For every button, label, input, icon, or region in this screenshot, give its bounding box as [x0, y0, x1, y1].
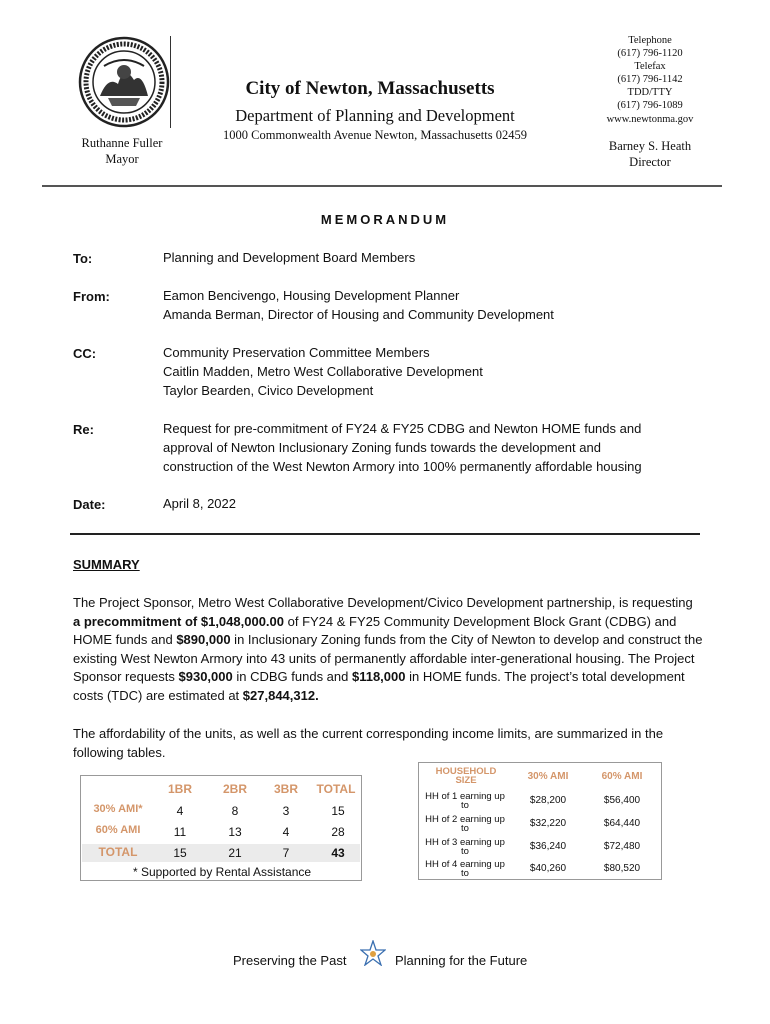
table-cell: $36,240 [529, 841, 567, 852]
table-cell: 21 [228, 846, 242, 860]
row-label: 30% AMI* [93, 803, 143, 815]
tdd-label: TDD/TTY [627, 87, 673, 99]
tdd-number: (617) 796-1089 [617, 100, 683, 112]
telefax-label: Telefax [634, 61, 666, 73]
table-cell: $28,200 [529, 795, 567, 806]
row-label: 60% AMI [95, 824, 141, 836]
tables-intro-paragraph: The affordability of the units, as well as the current corresponding income limits, are summarized in the following tables. [73, 726, 664, 760]
table-cell: 11 [173, 825, 187, 839]
table-header: 2BR [222, 782, 247, 796]
telephone-label: Telephone [628, 35, 672, 46]
date-label: Date: [73, 497, 106, 512]
seal-divider [170, 36, 171, 128]
table-cell: 15 [173, 846, 187, 860]
re-value [163, 420, 723, 476]
table-header: 1BR [167, 782, 192, 796]
from-line: Eamon Bencivengo, Housing Development Planner [163, 288, 460, 303]
telefax-number: (617) 796-1142 [617, 74, 683, 86]
director-name: Barney S. Heath [608, 139, 692, 153]
from-label: From: [73, 289, 110, 304]
summary-bold: $118,000 [351, 669, 406, 685]
summary-text: of FY24 & FY25 Community Development Block Grant (CDBG) and HOME funds and [73, 613, 677, 648]
footer-slogan-right: Planning for the Future [395, 953, 528, 968]
income-limits-table [418, 762, 662, 880]
mayor-title: Mayor [105, 152, 139, 166]
table-cell: $64,440 [603, 818, 641, 829]
table-header: 60% AMI [601, 771, 643, 782]
table-header: 3BR [273, 782, 298, 796]
contact-block [590, 34, 710, 126]
table-cell: 15 [331, 804, 345, 818]
household-size: HH of 1 earning up to [425, 791, 505, 811]
cc-line: Community Preservation Committee Members [163, 345, 430, 360]
table-header: 30% AMI [527, 771, 569, 782]
table-cell: $56,400 [603, 795, 641, 806]
table-cell: 43 [331, 846, 345, 860]
table-cell: 13 [228, 825, 242, 839]
table-footnote: * Supported by Rental Assistance [132, 865, 312, 879]
summary-paragraph [73, 594, 703, 706]
summary-heading: SUMMARY [73, 557, 140, 572]
from-value [163, 287, 723, 325]
table-cell: $32,220 [529, 818, 567, 829]
cc-label: CC: [73, 346, 97, 361]
household-size: HH of 3 earning up to [425, 837, 505, 857]
memo-title: MEMORANDUM [320, 212, 450, 227]
summary-text: in Inclusionary Zoning funds from the City of Newton to develop and construct the existing West Newton Armory into 43 units of permanently affordable inter-generational housing. The Project Sponsor requests [73, 632, 703, 685]
re-label: Re: [73, 422, 94, 437]
cc-line: Taylor Bearden, Civico Development [163, 382, 374, 398]
re-line: Request for pre-commitment of FY24 & FY25 CDBG and Newton HOME funds and [163, 421, 642, 436]
table-cell: $40,260 [529, 863, 567, 874]
city-title: City of Newton, Massachusetts [245, 78, 495, 99]
table-cell: 4 [176, 804, 184, 818]
to-label: To: [73, 251, 93, 266]
summary-text: in HOME funds. The project’s total development costs (TDC) are estimated at [73, 669, 685, 703]
telephone-number: (617) 796-1120 [617, 48, 683, 60]
table-cell: 3 [282, 804, 290, 818]
star-icon [360, 940, 386, 966]
city-seal-logo [78, 36, 170, 128]
table-cell: 4 [282, 825, 290, 839]
household-size: HH of 4 earning up to [425, 859, 505, 879]
cc-line: Caitlin Madden, Metro West Collaborative Development [163, 363, 483, 379]
table-cell: $80,520 [603, 863, 641, 874]
website-link[interactable]: www.newtonma.gov [606, 113, 694, 125]
cc-value [163, 344, 723, 400]
row-label: TOTAL [98, 845, 138, 859]
household-size: HH of 2 earning up to [425, 814, 505, 834]
address: 1000 Commonwealth Avenue Newton, Massachusetts 02459 [223, 128, 527, 142]
footer-slogan-left: Preserving the Past [233, 953, 347, 968]
summary-text: in CDBG funds and [232, 669, 352, 685]
table-header: HOUSEHOLD SIZE [435, 766, 497, 786]
summary-bold: $890,000 [176, 632, 231, 648]
table-cell: 28 [331, 825, 345, 839]
table-cell: 7 [282, 846, 290, 860]
body-divider [70, 533, 700, 535]
unit-affordability-table [80, 775, 362, 881]
to-value: Planning and Development Board Members [163, 250, 416, 265]
summary-bold: $27,844,312. [242, 687, 319, 703]
director-title: Director [629, 155, 671, 169]
table-cell: 8 [231, 804, 239, 818]
summary-bold: a precommitment of $1,048,000.00 [73, 613, 284, 629]
re-line: approval of Newton Inclusionary Zoning funds towards the development and [163, 439, 601, 455]
summary-text: The Project Sponsor, Metro West Collaborative Development/Civico Development partnership, is requesting [73, 595, 693, 610]
re-line: construction of the West Newton Armory into 100% permanently affordable housing [163, 458, 642, 474]
table-cell: $72,480 [603, 841, 641, 852]
from-line: Amanda Berman, Director of Housing and Community Development [163, 306, 554, 322]
mayor-name: Ruthanne Fuller [81, 136, 163, 150]
summary-bold: $930,000 [178, 669, 233, 685]
date-value: April 8, 2022 [163, 496, 236, 511]
table-header: TOTAL [316, 782, 356, 796]
header-divider [42, 185, 722, 187]
department-name: Department of Planning and Development [235, 106, 515, 125]
